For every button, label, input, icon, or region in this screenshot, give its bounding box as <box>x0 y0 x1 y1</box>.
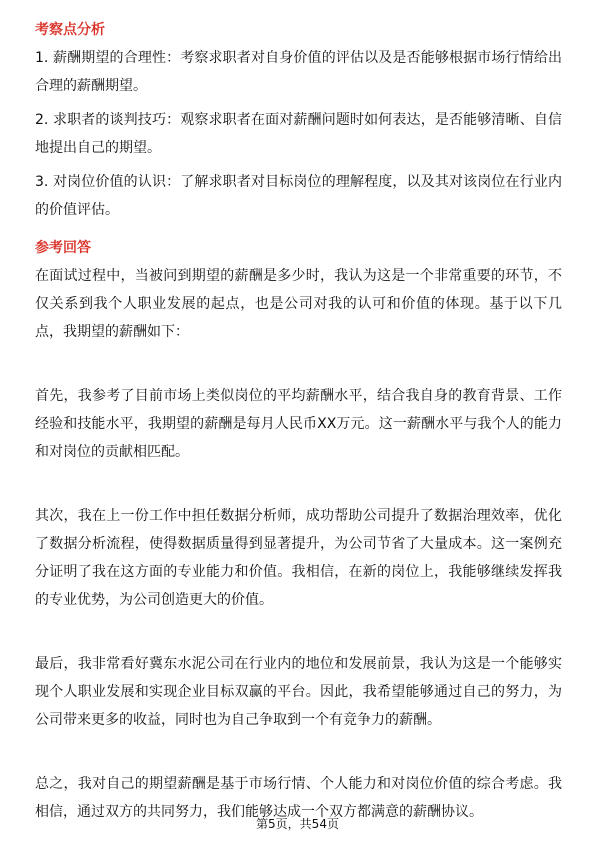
answer-heading: 参考回答 <box>35 240 91 256</box>
analysis-item-1: 1. 薪酬期望的合理性：考察求职者对自身价值的评估以及是否能够根据市场行情给出合理的薪酬期望。 <box>35 50 562 94</box>
answer-paragraph-last: 最后，我非常看好冀东水泥公司在行业内的地位和发展前景，我认为这是一个能够实现个人职业发展和实现企业目标双赢的平台。因此，我希望能够通过自己的努力，为公司带来更多的收益，同时也为自己争取到一个有竞争力的薪酬。 <box>35 656 562 728</box>
analysis-item-3: 3. 对岗位价值的认识：了解求职者对目标岗位的理解程度，以及其对该岗位在行业内的价值评估。 <box>35 174 562 218</box>
analysis-item-2: 2. 求职者的谈判技巧：观察求职者在面对薪酬问题时如何表达，是否能够清晰、自信地提出自己的期望。 <box>35 112 562 156</box>
answer-paragraph-first: 首先，我参考了目前市场上类似岗位的平均薪酬水平，结合我自身的教育背景、工作经验和技能水平，我期望的薪酬是每月人民币XX万元。这一薪酬水平与我个人的能力和对岗位的贡献相匹配。 <box>35 388 562 460</box>
document-content <box>35 20 562 826</box>
page-number: 第5页，共54页 <box>256 817 339 831</box>
analysis-heading: 考察点分析 <box>35 22 105 38</box>
answer-paragraph-second: 其次，我在上一份工作中担任数据分析师，成功帮助公司提升了数据治理效率，优化了数据分析流程，使得数据质量得到显著提升，为公司节省了大量成本。这一案例充分证明了我在这方面的专业能力和价值。我相信，在新的岗位上，我能够继续发挥我的专业优势，为公司创造更大的价值。 <box>35 508 562 608</box>
answer-paragraph-conclusion: 总之，我对自己的期望薪酬是基于市场行情、个人能力和对岗位价值的综合考虑。我相信，通过双方的共同努力，我们能够达成一个双方都满意的薪酬协议。 <box>35 776 562 820</box>
answer-paragraph-intro: 在面试过程中，当被问到期望的薪酬是多少时，我认为这是一个非常重要的环节，不仅关系到我个人职业发展的起点，也是公司对我的认可和价值的体现。基于以下几点，我期望的薪酬如下： <box>35 268 562 340</box>
